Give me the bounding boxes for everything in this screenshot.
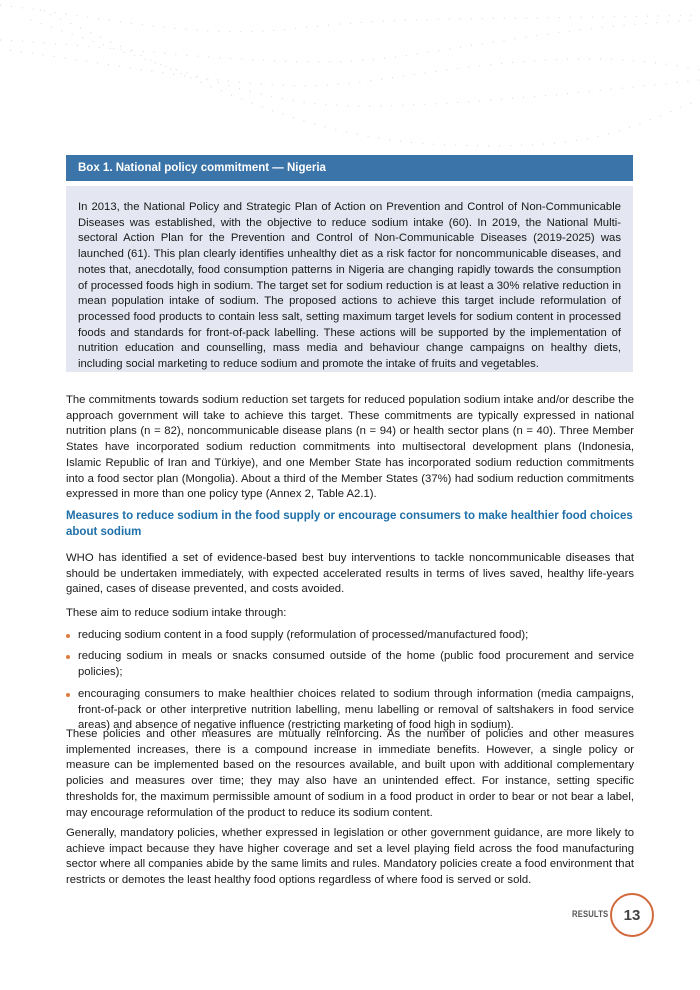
main-content xyxy=(66,393,634,503)
mandatory-container xyxy=(66,826,634,889)
section-heading: Measures to reduce sodium in the food supply or encourage consumers to make healthier food choices about sodium xyxy=(66,510,633,538)
list-item: reducing sodium in meals or snacks consumed outside of the home (public food procurement and service policies); xyxy=(66,649,634,680)
bullet-list xyxy=(66,628,634,734)
aim-container xyxy=(66,606,634,740)
paragraph-reinforcing: These policies and other measures are mutually reinforcing. As the number of policies and other measures implemented increases, there is a compound increase in immediate benefits. However, a single policy or measure can be implemented based on the resources available, and built upon with additional complementary policies and measures over time; they may also have an unintended effect. For instance, setting specific thresholds for, the maximum permissible amount of sodium in a food product in order to bear or not bear a label, may encourage reformulation of the product to reduce its sodium content. xyxy=(66,728,634,819)
section-heading-container xyxy=(66,509,634,540)
paragraph-aim-intro: These aim to reduce sodium intake through: xyxy=(66,607,287,619)
paragraph-who: WHO has identified a set of evidence-based best buy interventions to tackle noncommunicable diseases that should be undertaken immediately, with expected accelerated results in terms of lives saved, healthy life-years gained, cases of disease prevented, and costs avoided. xyxy=(66,552,634,596)
bullet-icon xyxy=(66,693,70,697)
section-label: RESULTS xyxy=(572,909,609,919)
bullet-icon xyxy=(66,655,70,659)
box-title: Box 1. National policy commitment — Nigeria xyxy=(66,155,633,181)
decorative-dotted-waves xyxy=(0,0,700,150)
paragraph-commitments: The commitments towards sodium reduction set targets for reduced population sodium intake and/or describe the approach government will take to achieve this target. These commitments are typically expressed in national nutrition plans (n = 82), noncommunicable disease plans (n = 94) or health sector plans (n = 40). Three Member States have incorporated sodium reduction commitments into multisectoral development plans (Indonesia, Islamic Republic of Iran and Türkiye), and one Member State has incorporated sodium reduction commitments into a food sector plan (Mongolia). About a third of the Member States (37%) had sodium reduction commitments expressed in more than one policy type (Annex 2, Table A2.1). xyxy=(66,394,634,501)
who-container xyxy=(66,551,634,598)
list-item: encouraging consumers to make healthier choices related to sodium through information (media campaigns, front-of-pack or other interpretive nutrition labelling, menu labelling or removal of saltshakers in food service areas) and absence of negative influence (restricting marketing of food high in sodium). xyxy=(66,687,634,734)
list-item: reducing sodium content in a food supply (reformulation of processed/manufactured food); xyxy=(66,628,634,644)
box-paragraph: In 2013, the National Policy and Strategic Plan of Action on Prevention and Control of Non-Communicable Diseases was established, with the objective to reduce sodium intake (60). In 2019, the National Multi-sectoral Action Plan for the Prevention and Control of Non-Communicable Diseases (2019-2025) was launched (61). This plan clearly identifies unhealthy diet as a risk factor for noncommunicable diseases, and notes that, anecdotally, food consumption patterns in Nigeria are changing rapidly towards the consumption of processed foods high in sodium. The target set for sodium reduction is at least a 30% relative reduction in mean population intake of sodium. The proposed actions to achieve this target include reformulation of processed food products to contain less salt, setting maximum target levels for sodium content in processed foods and standards for front-of-pack labelling. These actions will be supported by the implementation of nutrition education and counselling, mass media and behaviour change campaigns on healthy diets, including social marketing to reduce sodium and promote the intake of fruits and vegetables. xyxy=(78,201,621,371)
bullet-icon xyxy=(66,634,70,638)
box-content xyxy=(66,186,633,372)
page-number: 13 xyxy=(610,893,654,937)
paragraph-mandatory: Generally, mandatory policies, whether expressed in legislation or other government guidance, are more likely to achieve impact because they have higher coverage and set a level playing field across the food manufacturing sector where all companies abide by the same limits and rules. Mandatory policies create a food environment that restricts or demotes the least healthy food options regardless of where food is served or sold. xyxy=(66,827,634,887)
reinforcing-container xyxy=(66,727,634,821)
